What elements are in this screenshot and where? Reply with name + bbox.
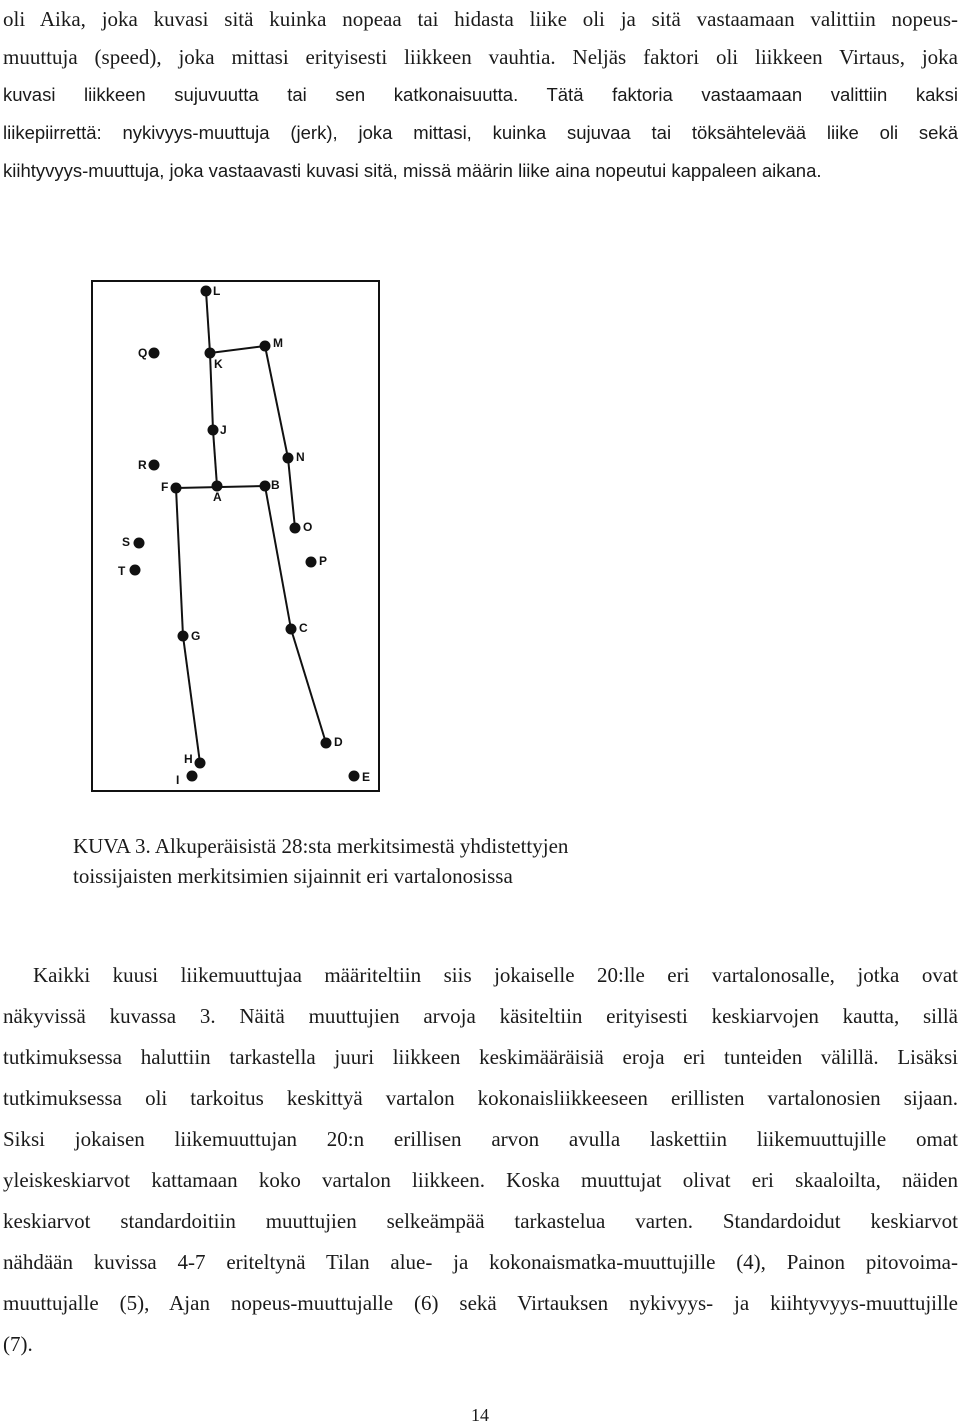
marker-dot-O xyxy=(290,523,301,534)
marker-dot-J xyxy=(208,425,219,436)
bone-G-H xyxy=(183,636,200,763)
marker-label-M: M xyxy=(273,336,283,350)
figure-caption-line-1: KUVA 3. Alkuperäisistä 28:sta merkitsimestä yhdistettyjen xyxy=(73,834,569,858)
bone-K-M xyxy=(210,346,265,353)
marker-label-D: D xyxy=(334,735,343,749)
marker-dot-B xyxy=(260,481,271,492)
bone-M-N xyxy=(265,346,288,458)
marker-label-G: G xyxy=(191,629,201,643)
marker-dot-E xyxy=(349,771,360,782)
marker-label-H: H xyxy=(184,752,193,766)
body-line-9: muuttujalle (5), Ajan nopeus-muuttujalle (6) sekä Virtauksen nykivyys- ja kiihtyvyys-muuttujille xyxy=(3,1291,958,1315)
bone-C-D xyxy=(291,629,326,743)
body-line-7: keskiarvot standardoitiin muuttujien selkeämpää tarkastelua varten. Standardoidut keskiarvot xyxy=(3,1209,958,1233)
marker-label-Q: Q xyxy=(138,346,148,360)
marker-label-N: N xyxy=(296,450,305,464)
marker-dot-D xyxy=(321,738,332,749)
bone-B-C xyxy=(265,486,291,629)
marker-label-T: T xyxy=(118,564,126,578)
intro-line-3: kuvasi liikkeen sujuvuutta tai sen katkonaisuutta. Tätä faktoria vastaamaan valittiin kaksi xyxy=(3,84,958,105)
intro-paragraph xyxy=(3,0,958,190)
bone-L-K xyxy=(206,291,210,353)
figure-caption-line-2: toissijaisten merkitsimien sijainnit eri vartalonosissa xyxy=(73,864,513,888)
marker-label-K: K xyxy=(214,357,223,371)
body-line-4: tutkimuksessa oli tarkoitus keskittyä vartalon kokonaisliikkeeseen erillisten vartalonosien sijaan. xyxy=(3,1086,958,1110)
body-line-5: Siksi jokaisen liikemuuttujan 20:n erillisen arvon avulla laskettiin liikemuuttujille omat xyxy=(3,1127,958,1151)
marker-dot-S xyxy=(134,538,145,549)
marker-label-A: A xyxy=(213,490,222,504)
marker-skeleton-diagram xyxy=(93,282,382,794)
marker-label-S: S xyxy=(122,535,131,549)
intro-line-1: oli Aika, joka kuvasi sitä kuinka nopeaa tai hidasta liike oli ja sitä vastaamaan valittiin nopeus- xyxy=(3,7,958,31)
body-line-3: tutkimuksessa haluttiin tarkastella juuri liikkeen keskimääräisiä eroja eri tunteiden välillä. Lisäksi xyxy=(3,1045,958,1069)
marker-dot-M xyxy=(260,341,271,352)
body-line-6: yleiskeskiarvot kattamaan koko vartalon liikkeen. Koska muuttujat olivat eri skaaloilta, näiden xyxy=(3,1168,958,1192)
body-line-10: (7). xyxy=(3,1332,33,1356)
body-line-1: Kaikki kuusi liikemuuttujaa määriteltiin siis jokaiselle 20:lle eri vartalonosalle, jotka ovat xyxy=(33,963,958,987)
bone-N-O xyxy=(288,458,295,528)
marker-dot-L xyxy=(201,286,212,297)
marker-label-L: L xyxy=(213,284,221,298)
marker-figure xyxy=(91,280,380,792)
intro-line-5: kiihtyvyys-muuttuja, joka vastaavasti kuvasi sitä, missä määrin liike aina nopeutui kappaleen aikana. xyxy=(3,160,822,181)
intro-line-4: liikepiirrettä: nykivyys-muuttuja (jerk), joka mittasi, kuinka sujuvaa tai töksähtelevää liike oli sekä xyxy=(3,122,958,143)
marker-dot-T xyxy=(130,565,141,576)
marker-dot-H xyxy=(195,758,206,769)
bone-J-A xyxy=(213,430,217,486)
marker-dot-G xyxy=(178,631,189,642)
marker-dot-P xyxy=(306,557,317,568)
body-paragraph xyxy=(3,955,958,1365)
marker-label-O: O xyxy=(303,520,313,534)
marker-label-F: F xyxy=(161,480,169,494)
marker-label-B: B xyxy=(271,478,280,492)
marker-dot-F xyxy=(171,483,182,494)
marker-dot-R xyxy=(149,460,160,471)
bone-K-J xyxy=(210,353,213,430)
marker-label-J: J xyxy=(220,423,227,437)
intro-line-2: muuttuja (speed), joka mittasi erityisesti liikkeen vauhtia. Neljäs faktori oli liikkeen Virtaus, joka xyxy=(3,45,958,69)
marker-label-E: E xyxy=(362,770,371,784)
body-line-8: nähdään kuvissa 4-7 eriteltynä Tilan alue- ja kokonaismatka-muuttujille (4), Painon pitovoima- xyxy=(3,1250,958,1274)
page-number: 14 xyxy=(471,1405,489,1425)
marker-dot-C xyxy=(286,624,297,635)
body-line-2: näkyvissä kuvassa 3. Näitä muuttujien arvoja käsiteltiin erityisesti keskiarvojen kautta, sillä xyxy=(3,1004,958,1028)
marker-label-R: R xyxy=(138,458,147,472)
marker-label-I: I xyxy=(176,773,180,787)
marker-dot-N xyxy=(283,453,294,464)
marker-label-C: C xyxy=(299,621,308,635)
marker-dot-I xyxy=(187,771,198,782)
bone-F-G xyxy=(176,488,183,636)
marker-label-P: P xyxy=(319,554,328,568)
marker-dot-Q xyxy=(149,348,160,359)
